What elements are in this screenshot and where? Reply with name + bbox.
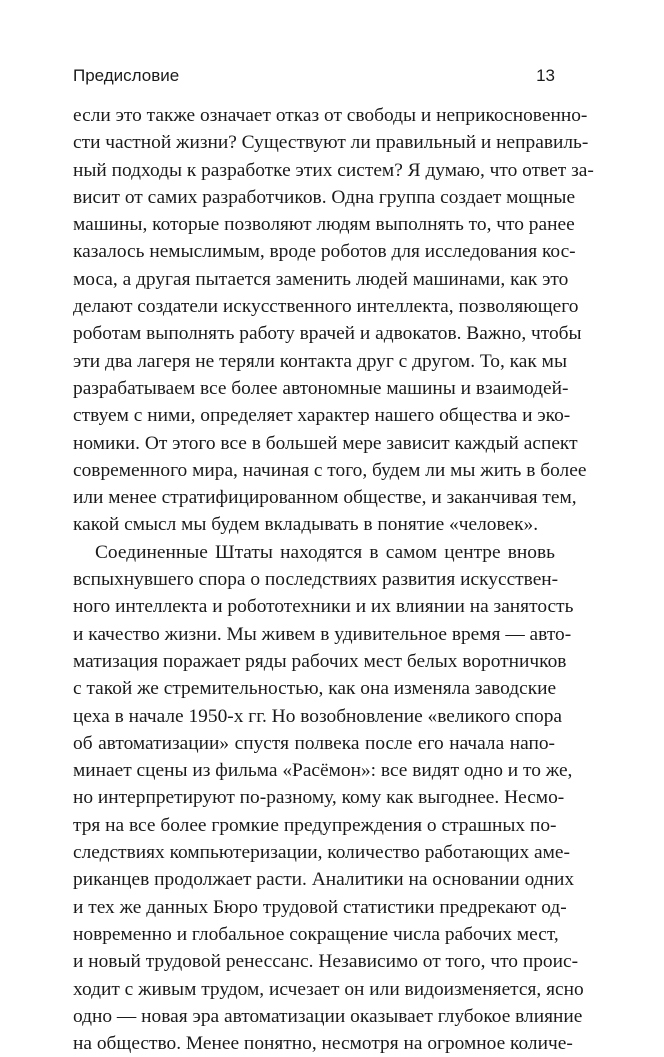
paragraph (73, 539, 584, 1057)
text-line: одно — новая эра автоматизации оказывает глубокое влияние (73, 1005, 583, 1027)
text-line: казалось немыслимым, вроде роботов для исследования кос- (73, 241, 576, 263)
text-line: с такой же стремительностью, как она изменяла заводские (73, 678, 557, 700)
text-line: ный подходы к разработке этих систем? Я думаю, что ответ за- (73, 159, 594, 181)
text-line: матизация поражает ряды рабочих мест белых воротничков (73, 650, 567, 672)
text-line: новременно и глобальное сокращение числа рабочих мест, (73, 923, 559, 945)
page-number: 13 (536, 66, 555, 85)
text-line: современного мира, начиная с того, будем ли мы жить в более (73, 459, 587, 481)
text-line: или менее стратифицированном обществе, и заканчивая тем, (73, 487, 577, 509)
text-line: и новый трудовой ренессанс. Независимо от того, что проис- (73, 951, 579, 973)
text-line: делают создатели искусственного интеллекта, позволяющего (73, 296, 579, 318)
text-line: ходит с живым трудом, исчезает он или видоизменяется, ясно (73, 978, 584, 1000)
text-line: риканцев продолжает расти. Аналитики на основании одних (73, 869, 575, 891)
text-line: Соединенные Штаты находятся в самом центре вновь (95, 541, 555, 563)
text-line: тря на все более громкие предупреждения о страшных по- (73, 814, 557, 836)
text-line: и качество жизни. Мы живем в удивительное время — авто- (73, 623, 572, 645)
text-line: эти два лагеря не теряли контакта друг с другом. То, как мы (73, 350, 567, 372)
text-line: разрабатываем все более автономные машины и взаимодей- (73, 377, 569, 399)
section-title: Предисловие (73, 66, 180, 85)
text-line: если это также означает отказ от свободы и неприкосновенно- (73, 105, 588, 126)
text-line: цеха в начале 1950-х гг. Но возобновление «великого спора (73, 705, 563, 727)
text-line: ного интеллекта и робототехники и их влиянии на занятость (73, 596, 574, 618)
text-line: но интерпретируют по-разному, кому как выгоднее. Несмо- (73, 787, 565, 809)
text-line: об автоматизации» спустя полвека после его начала напо- (73, 732, 555, 754)
text-line: минает сцены из фильма «Расёмон»: все видят одно и то же, (73, 760, 573, 782)
text-line: вспыхнувшего спора о последствиях развития искусствен- (73, 569, 559, 591)
text-line: какой смысл мы будем вкладывать в понятие «человек». (73, 514, 539, 536)
body-text (73, 102, 594, 1057)
paragraph (73, 102, 594, 539)
text-line: и тех же данных Бюро трудовой статистики предрекают од- (73, 896, 567, 918)
text-line: следствиях компьютеризации, количество работающих аме- (73, 842, 570, 864)
text-line: моса, а другая пытается заменить людей машинами, как это (73, 268, 569, 290)
text-line: машины, которые позволяют людям выполнять то, что ранее (73, 214, 575, 236)
text-line: ствуем с ними, определяет характер нашего общества и эко- (73, 405, 571, 427)
running-head (73, 66, 555, 88)
text-line: роботам выполнять работу врачей и адвокатов. Важно, чтобы (73, 323, 582, 345)
text-line: сти частной жизни? Существуют ли правильный и неправиль- (73, 132, 589, 154)
text-line: номики. От этого все в большей мере зависит каждый аспект (73, 432, 578, 454)
text-line: висит от самих разработчиков. Одна группа создает мощные (73, 186, 576, 208)
text-line: на общество. Менее понятно, несмотря на огромное количе- (73, 1033, 573, 1055)
